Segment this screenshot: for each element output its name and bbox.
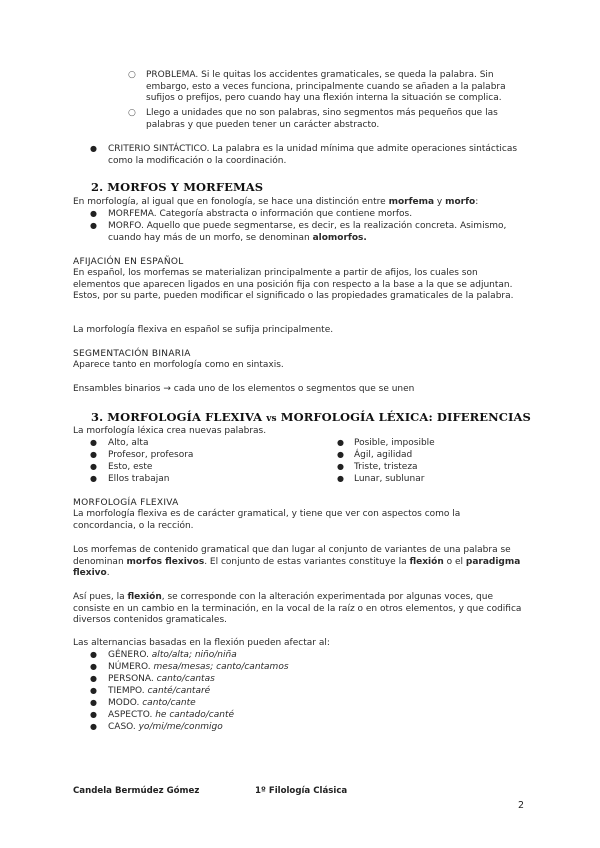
bullet-icon: ●	[90, 722, 97, 731]
p3-text-c: , se corresponde con la alteración experimentada por algunas voces, que consiste en un cambio en la terminación, en la vocal de la raíz o en otros elementos, y que codifica diversos contenidos gramaticales.	[73, 592, 522, 626]
numero-example: mesa/mesas; canto/cantamos	[153, 662, 289, 672]
modo-label: MODO	[108, 698, 137, 708]
morfo-term: morfo	[445, 197, 476, 207]
persona-label: PERSONA	[108, 674, 151, 684]
flexiva-p4: Las alternancias basadas en la flexión pueden afectar al:	[73, 638, 330, 648]
left-example-4: Ellos trabajan	[108, 474, 170, 484]
afijacion-note: La morfología flexiva en español se sufija principalmente.	[73, 325, 334, 335]
tiempo-item: TIEMPO. canté/cantaré	[108, 686, 211, 696]
tiempo-example: canté/cantaré	[147, 686, 211, 696]
right-example-3: Triste, tristeza	[354, 462, 418, 472]
caso-item: CASO. yo/mi/me/conmigo	[108, 722, 223, 732]
section-3-title-a: 3. MORFOLOGÍA FLEXIVA	[91, 410, 267, 424]
colon: :	[475, 197, 479, 207]
left-example-2: Profesor, profesora	[108, 450, 194, 460]
right-example-1: Posible, imposible	[354, 438, 435, 448]
criterio-label: CRITERIO SINTÁCTICO	[108, 144, 207, 154]
morfema-text: . Categoría abstracta o información que contiene morfos.	[153, 209, 413, 219]
p2-text-e: .	[106, 568, 110, 579]
morfema-label: MORFEMA	[108, 209, 154, 219]
criterio-sintactico	[108, 144, 518, 167]
section-3-heading	[91, 410, 531, 424]
segmentacion-text: Aparece tanto en morfología como en sintaxis.	[73, 360, 284, 370]
bullet-icon: ●	[90, 698, 97, 707]
aspecto-label: ASPECTO	[108, 710, 150, 720]
bullet-icon: ●	[90, 710, 97, 719]
p2-text-d: o el	[443, 556, 463, 567]
genero-item: GÉNERO. alto/alta; niño/niña	[108, 650, 237, 660]
paradigma-flexivo-term: paradigma flexivo	[73, 556, 521, 579]
bullet-icon: ●	[90, 686, 97, 695]
section-2-heading: 2. MORFOS Y MORFEMAS	[91, 180, 264, 194]
caso-example: yo/mi/me/conmigo	[138, 722, 223, 732]
bullet-icon: ●	[90, 674, 97, 683]
genero-example: alto/alta; niño/niña	[151, 650, 237, 660]
section-3-title-b: MORFOLOGÍA LÉXICA: DIFERENCIAS	[276, 410, 531, 424]
section-3-vs: vs	[266, 414, 277, 424]
bullet-icon: ●	[90, 462, 97, 471]
right-example-4: Lunar, sublunar	[354, 474, 425, 484]
footer-author: Candela Bermúdez Gómez	[73, 786, 200, 796]
bullet-icon: ●	[90, 438, 97, 447]
p3-text-a: Así pues, la	[73, 592, 125, 602]
p2-text-c: . El conjunto de estas variantes constituye la	[204, 556, 407, 567]
flexion-term: flexión	[409, 556, 444, 567]
intro-text: En morfología, al igual que en fonología, se hace una distinción entre	[73, 197, 386, 207]
numero-label: NÚMERO	[108, 662, 148, 672]
afijacion-heading: AFIJACIÓN EN ESPAÑOL	[73, 257, 184, 267]
circle-bullet-icon: ○	[128, 108, 136, 118]
afijacion-text: En español, los morfemas se materializan principalmente a partir de afijos, los cuales son elementos que aparecen ligados en una posición fija con respecto a la base a la que se adjuntan. Estos, por su parte, pueden modificar el significado o las propiedades gramaticales de la palabra.	[73, 268, 514, 302]
numero-item: NÚMERO. mesa/mesas; canto/cantamos	[108, 662, 289, 672]
morfema-term: morfema	[388, 197, 435, 207]
persona-example: canto/cantas	[156, 674, 215, 684]
aspecto-item: ASPECTO. he cantado/canté	[108, 710, 235, 720]
aspecto-example: he cantado/canté	[155, 710, 235, 720]
bullet-icon: ●	[90, 450, 97, 459]
p2-text-a: Los morfemas de contenido gramatical que dan lugar al conjunto de variantes de una palabra se denominan	[73, 545, 511, 567]
bullet-icon: ●	[90, 474, 97, 483]
conjunction: y	[434, 197, 446, 207]
flexion-term: flexión	[127, 592, 162, 602]
segmentacion-heading: SEGMENTACIÓN BINARIA	[73, 349, 191, 359]
circle-bullet-icon: ○	[128, 70, 136, 80]
bullet-icon: ●	[90, 144, 97, 153]
flexiva-p3	[73, 592, 523, 627]
bullet-icon: ●	[90, 662, 97, 671]
section-2-intro	[73, 197, 533, 209]
morfo-item	[108, 221, 528, 244]
morfo-label: MORFO	[108, 221, 141, 231]
section-3-intro: La morfología léxica crea nuevas palabras.	[73, 426, 267, 436]
flexiva-p2	[73, 545, 529, 580]
modo-item: MODO. canto/cante	[108, 698, 196, 708]
bullet-icon: ●	[337, 438, 344, 447]
intro-item-unidades: Llego a unidades que no son palabras, sino segmentos más pequeños que las palabras y que pueden tener un carácter abstracto.	[146, 108, 498, 130]
bullet-icon: ●	[337, 450, 344, 459]
morfos-flexivos-term: morfos flexivos	[126, 556, 205, 567]
flexiva-heading: MORFOLOGÍA FLEXIVA	[73, 498, 179, 508]
criterio-text: . La palabra es la unidad mínima que admite operaciones sintácticas como la modificación o la coordinación.	[108, 144, 518, 166]
bullet-icon: ●	[90, 221, 97, 230]
page-number: 2	[518, 800, 525, 811]
bullet-icon: ●	[337, 474, 344, 483]
ensambles-text: Ensambles binarios → cada uno de los elementos o segmentos que se unen	[73, 384, 415, 394]
genero-label: GÉNERO	[108, 650, 147, 660]
alomorfos-term: alomorfos.	[312, 232, 367, 243]
caso-label: CASO	[108, 722, 133, 732]
intro-item-problema: PROBLEMA. Si le quitas los accidentes gramaticales, se queda la palabra. Sin embargo, esto a veces funciona, principalmente cuando se añaden a la palabra sufijos o prefijos, pero cuando hay una flexión interna la situación se complica.	[146, 70, 506, 104]
modo-example: canto/cante	[142, 698, 196, 708]
left-example-1: Alto, alta	[108, 438, 149, 448]
flexiva-p1: La morfología flexiva es de carácter gramatical, y tiene que ver con aspectos como la concordancia, o la rección.	[73, 509, 461, 531]
right-example-2: Ágil, agilidad	[354, 450, 413, 460]
bullet-icon: ●	[337, 462, 344, 471]
bullet-icon: ●	[90, 650, 97, 659]
footer-course: 1º Filología Clásica	[255, 786, 348, 796]
persona-item: PERSONA. canto/cantas	[108, 674, 215, 684]
tiempo-label: TIEMPO	[108, 686, 142, 696]
morfema-item	[108, 209, 528, 221]
left-example-3: Esto, este	[108, 462, 153, 472]
morfo-text: . Aquello que puede segmentarse, es decir, es la realización concreta. Asimismo, cuando hay más de un morfo, se denominan	[108, 221, 507, 243]
bullet-icon: ●	[90, 209, 97, 218]
